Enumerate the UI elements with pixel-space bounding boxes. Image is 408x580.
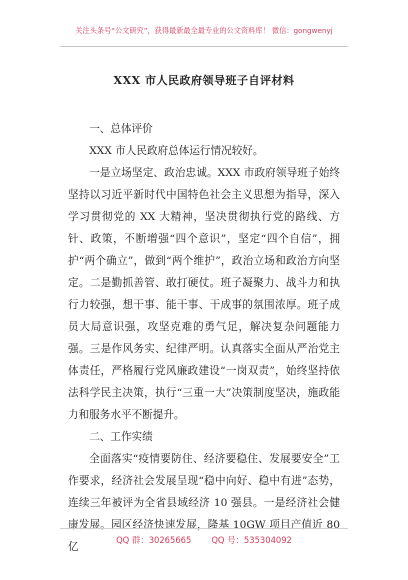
footer-contact (0, 534, 408, 546)
qq-group-label: QQ 群：30265665 (116, 535, 192, 545)
document-body (68, 118, 340, 558)
section-heading: 一、总体评价 (89, 123, 153, 135)
qq-number-label: QQ 号：535304092 (211, 535, 292, 545)
paragraph: 一是立场坚定、政治忠诚。XXX 市政府领导班子始终坚持以习近平新时代中国特色社会主义思想为指导，深入学习贯彻党的 XX 大精神，坚决贯彻执行党的路线、方针、政策，不断增强“四个意识”，坚定“四个自信”，拥护“两个确立”，做到“两个维护”，政治立场和政治方向坚定。二是勤抓善管、敢打硬仗。班子凝聚力、战斗力和执行力较强，想干事、能干事、干成事的氛围浓厚。班子成员大局意识强，攻坚克难的勇气足，解决复杂问题能力强。三是作风务实、纪律严明。认真落实全面从严治党主体责任，严格履行党风廉政建设“一岗双责”，始终坚持依法科学民主决策，执行“三重一大”决策制度坚决，施政能力和服务水平不断提升。 (68, 167, 340, 421)
footer-divider (60, 528, 348, 529)
promo-header: 关注头条号“公文研究”，获得最新最全最专业的公文资料库！ 微信：gongwenyj (75, 26, 333, 35)
paragraph: XXX 市人民政府总体运行情况较好。 (89, 145, 264, 157)
paragraph: 全面落实“疫情要防住、经济要稳住、发展要安全”工作要求，经济社会发展呈现“稳中向好、稳中有进”态势，连续三年被评为全省县域经济 10 强县。一是经济社会健康发展。园区经济快速发展，隆基 10GW 项目产值近 80 亿 (68, 453, 340, 553)
section-heading: 二、工作实绩 (89, 431, 153, 443)
header-divider (60, 46, 348, 47)
document-title: XXX 市人民政府领导班子自评材料 (113, 74, 295, 87)
